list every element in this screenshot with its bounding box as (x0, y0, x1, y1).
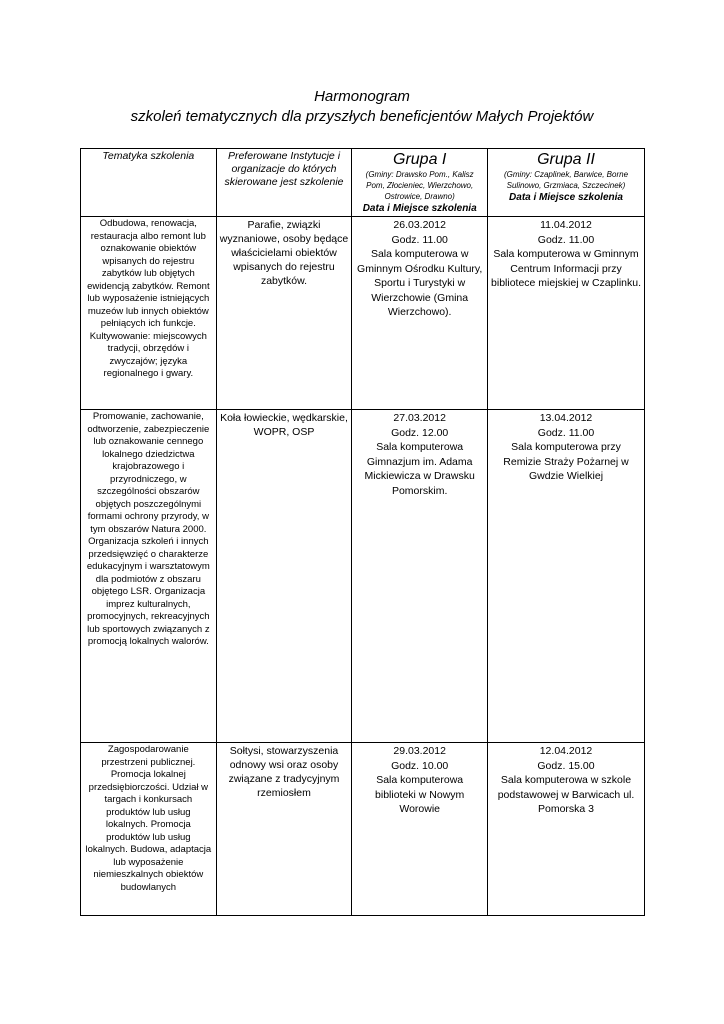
date: 27.03.2012 (393, 412, 446, 424)
table-row (81, 410, 645, 743)
group-1-cell (352, 743, 488, 916)
group-2-cell (488, 743, 645, 916)
group-1-data-label: Data i Miejsce szkolenia (362, 203, 477, 214)
place: Sala komputerowa biblioteki w Nowym Worowie (375, 774, 465, 815)
table-header-row (81, 149, 645, 217)
group-1-name: Grupa I (393, 151, 447, 168)
time: Godz. 11.00 (537, 426, 595, 439)
table-row (81, 217, 645, 410)
date: 12.04.2012 (539, 745, 593, 757)
group-1-cell (352, 217, 488, 410)
date: 26.03.2012 (393, 219, 446, 231)
time: Godz. 11.00 (537, 233, 595, 246)
group-1-cell (352, 410, 488, 743)
group-2-data-label: Data i Miejsce szkolenia (509, 192, 623, 203)
document-subtitle: szkoleń tematycznych dla przyszłych beneficjentów Małych Projektów (130, 108, 594, 125)
place: Sala komputerowa w szkole podstawowej w Barwicach ul. Pomorska 3 (497, 774, 635, 815)
topic-cell: Odbudowa, renowacja, restauracja albo remont lub oznakowanie obiektów wpisanych do rejestru zabytków lub objętych ewidencją zabytków. Remont lub wyposażenie istniejących muzeów lub innych obiektów pełniących ich funkcje. Kultywowanie: miejscowych tradycji, obrzędów i zwyczajów; języka regionalnego i gwary. (81, 217, 217, 410)
header-institutions: Preferowane Instytucje i organizacje do których skierowane jest szkolenie (216, 149, 352, 217)
date: 11.04.2012 (540, 219, 592, 231)
time: Godz. 12.00 (391, 426, 449, 439)
time: Godz. 10.00 (391, 759, 449, 772)
institutions-cell: Sołtysi, stowarzyszenia odnowy wsi oraz osoby związane z tradycyjnym rzemiosłem (216, 743, 352, 916)
group-2-cell (488, 410, 645, 743)
institutions-cell: Koła łowieckie, wędkarskie, WOPR, OSP (216, 410, 352, 743)
time: Godz. 15.00 (537, 759, 595, 772)
date: 29.03.2012 (393, 745, 446, 757)
table-row (81, 743, 645, 916)
schedule-table (80, 148, 645, 916)
place: Sala komputerowa w Gminnym Ośrodku Kultury, Sportu i Turystyki w Wierzchowie (Gmina Wierzchowo). (357, 248, 483, 318)
header-group-2 (488, 149, 645, 217)
document-title: Harmonogram (314, 88, 410, 105)
date: 13.04.2012 (539, 412, 593, 424)
place: Sala komputerowa w Gminnym Centrum Informacji przy bibliotece miejskiej w Czaplinku. (491, 248, 641, 289)
group-2-gminy: (Gminy: Czaplinek, Barwice, Borne Sulinowo, Grzmiaca, Szczecinek) (503, 170, 629, 190)
topic-cell: Promowanie, zachowanie, odtworzenie, zabezpieczenie lub oznakowanie cennego lokalnego dziedzictwa krajobrazowego i przyrodniczego, w szczególności obszarów objętych poszczególnymi formami ochrony przyrody, w tym obszarów Natura 2000. Organizacja szkoleń i innych przedsięwzięć o charakterze edukacyjnym i warsztatowym dla podmiotów z obszaru objętego LSR. Organizacja imprez kulturalnych, promocyjnych, rekreacyjnych lub sportowych związanych z promocją lokalnych walorów. (81, 410, 217, 743)
place: Sala komputerowa Gimnazjum im. Adama Mickiewicza w Drawsku Pomorskim. (364, 441, 475, 497)
time: Godz. 11.00 (391, 233, 448, 246)
institutions-cell: Parafie, związki wyznaniowe, osoby będące właścicielami obiektów wpisanych do rejestru zabytków. (216, 217, 352, 410)
group-2-cell (488, 217, 645, 410)
group-2-name: Grupa II (537, 151, 595, 168)
topic-cell: Zagospodarowanie przestrzeni publicznej. Promocja lokalnej przedsiębiorczości. Udział w targach i konkursach produktów lub usług lokalnych. Promocja produktów lub usług lokalnych. Budowa, adaptacja lub wyposażenie niemieszkalnych obiektów budowlanych (81, 743, 217, 916)
header-topic: Tematyka szkolenia (81, 149, 217, 217)
group-1-gminy: (Gminy: Drawsko Pom., Kalisz Pom, Złocieniec, Wierzchowo, Ostrowice, Drawno) (365, 170, 474, 201)
header-group-1 (352, 149, 488, 217)
place: Sala komputerowa przy Remizie Straży Pożarnej w Gwdzie Wielkiej (503, 441, 629, 482)
